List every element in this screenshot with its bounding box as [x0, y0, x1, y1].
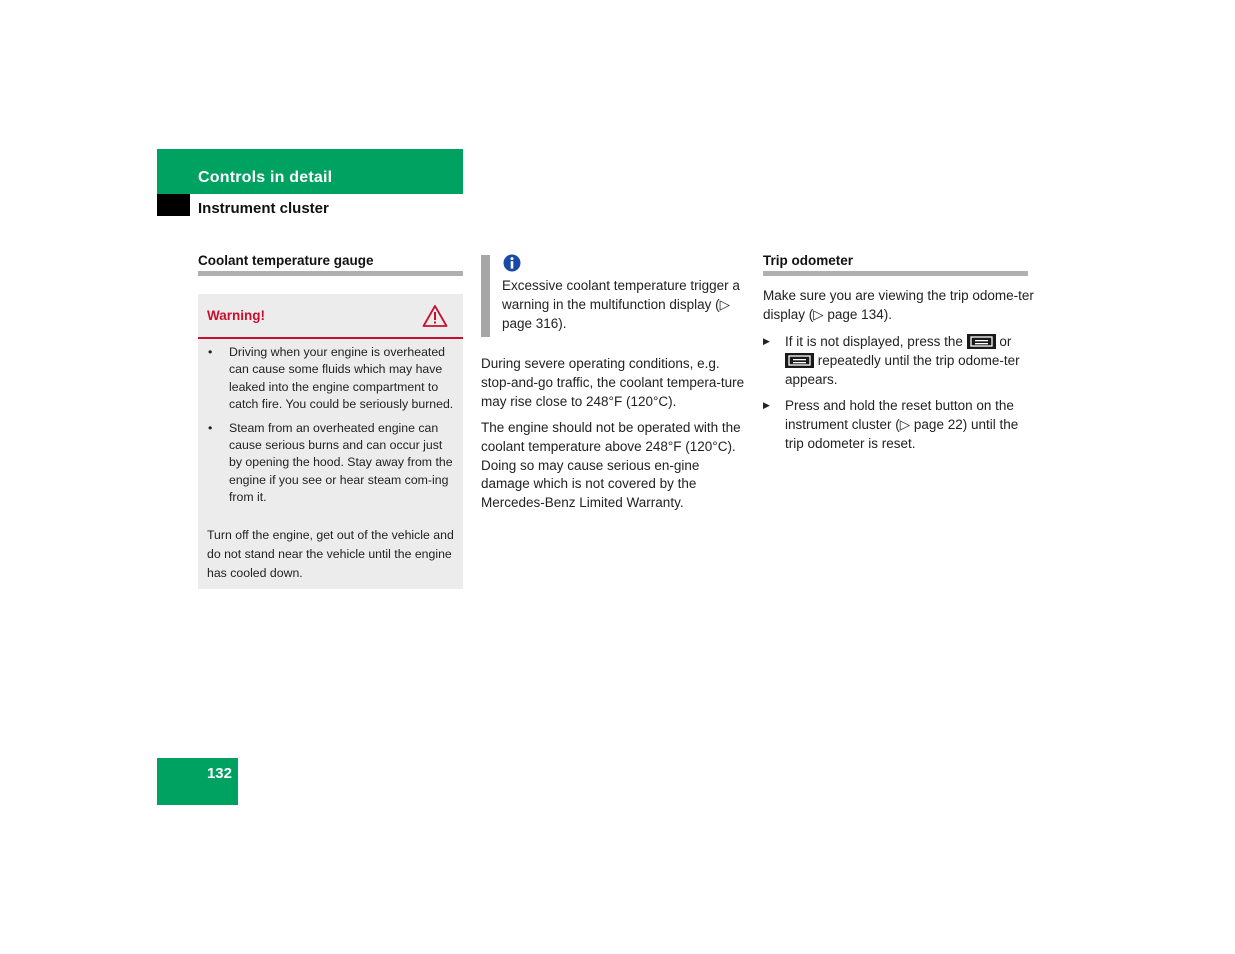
- warning-panel: [198, 294, 463, 589]
- info-note-text: Excessive coolant temperature trigger a warning in the multifunction display (▷ page 316).: [502, 278, 740, 331]
- warning-header: [198, 294, 463, 339]
- section-title: Instrument cluster: [198, 200, 329, 217]
- chapter-header-bar: [157, 149, 463, 194]
- warning-triangle-icon: [422, 304, 448, 328]
- step-text: [785, 332, 1033, 389]
- info-side-bar: [481, 255, 490, 337]
- display-previous-button-icon: [785, 353, 814, 368]
- engine-damage-paragraph: The engine should not be operated with the coolant temperature above 248°F (120°C). Doing so may cause serious en-gine damage which is not covered by the Mercedes-Benz Limited Warranty.: [481, 420, 741, 511]
- operating-conditions-paragraph: During severe operating conditions, e.g. stop-and-go traffic, the coolant tempera-ture may rise close to 248°F (120°C).: [481, 356, 745, 409]
- info-icon: [503, 254, 521, 272]
- bullet-dot: •: [208, 345, 213, 359]
- section-tab-marker: [157, 194, 190, 216]
- step-arrow-icon: ▶: [763, 336, 770, 346]
- heading-rule: [763, 271, 1028, 276]
- list-item: [207, 420, 457, 507]
- warning-label: Warning!: [207, 308, 265, 323]
- step-text-before: If it is not displayed, press the: [785, 334, 963, 349]
- step-text: Press and hold the reset button on the instrument cluster (▷ page 22) until the trip odometer is reset.: [785, 398, 1019, 451]
- chapter-title: Controls in detail: [198, 169, 333, 186]
- bullet-text: Driving when your engine is overheated can cause some fluids which may have leaked into the engine compartment to catch fire. You could be seriously burned.: [229, 345, 454, 412]
- step-text-middle: or: [999, 334, 1012, 349]
- page-number-tab: [157, 758, 238, 805]
- coolant-gauge-heading: Coolant temperature gauge: [198, 253, 374, 268]
- display-next-button-icon: [967, 334, 996, 349]
- warning-bullet-list: [207, 344, 457, 513]
- bullet-dot: •: [208, 420, 213, 435]
- page-number: 132: [206, 765, 232, 782]
- list-item: [207, 344, 457, 414]
- warning-footer-text: Turn off the engine, get out of the vehicle and do not stand near the vehicle until the engine has cooled down.: [207, 528, 454, 580]
- trip-odometer-heading: Trip odometer: [763, 253, 854, 268]
- heading-rule: [198, 271, 463, 276]
- trip-intro-paragraph: Make sure you are viewing the trip odome-ter display (▷ page 134).: [763, 288, 1034, 322]
- step-text-after: repeatedly until the trip odome-ter appears.: [785, 353, 1020, 387]
- instruction-step-1: [763, 332, 1033, 389]
- instruction-step-2: [763, 396, 1033, 453]
- step-arrow-icon: ▶: [763, 400, 770, 410]
- bullet-text: Steam from an overheated engine can cause serious burns and can occur just by opening the hood. Stay away from the engine if you see or hear steam com-ing from it.: [229, 420, 453, 505]
